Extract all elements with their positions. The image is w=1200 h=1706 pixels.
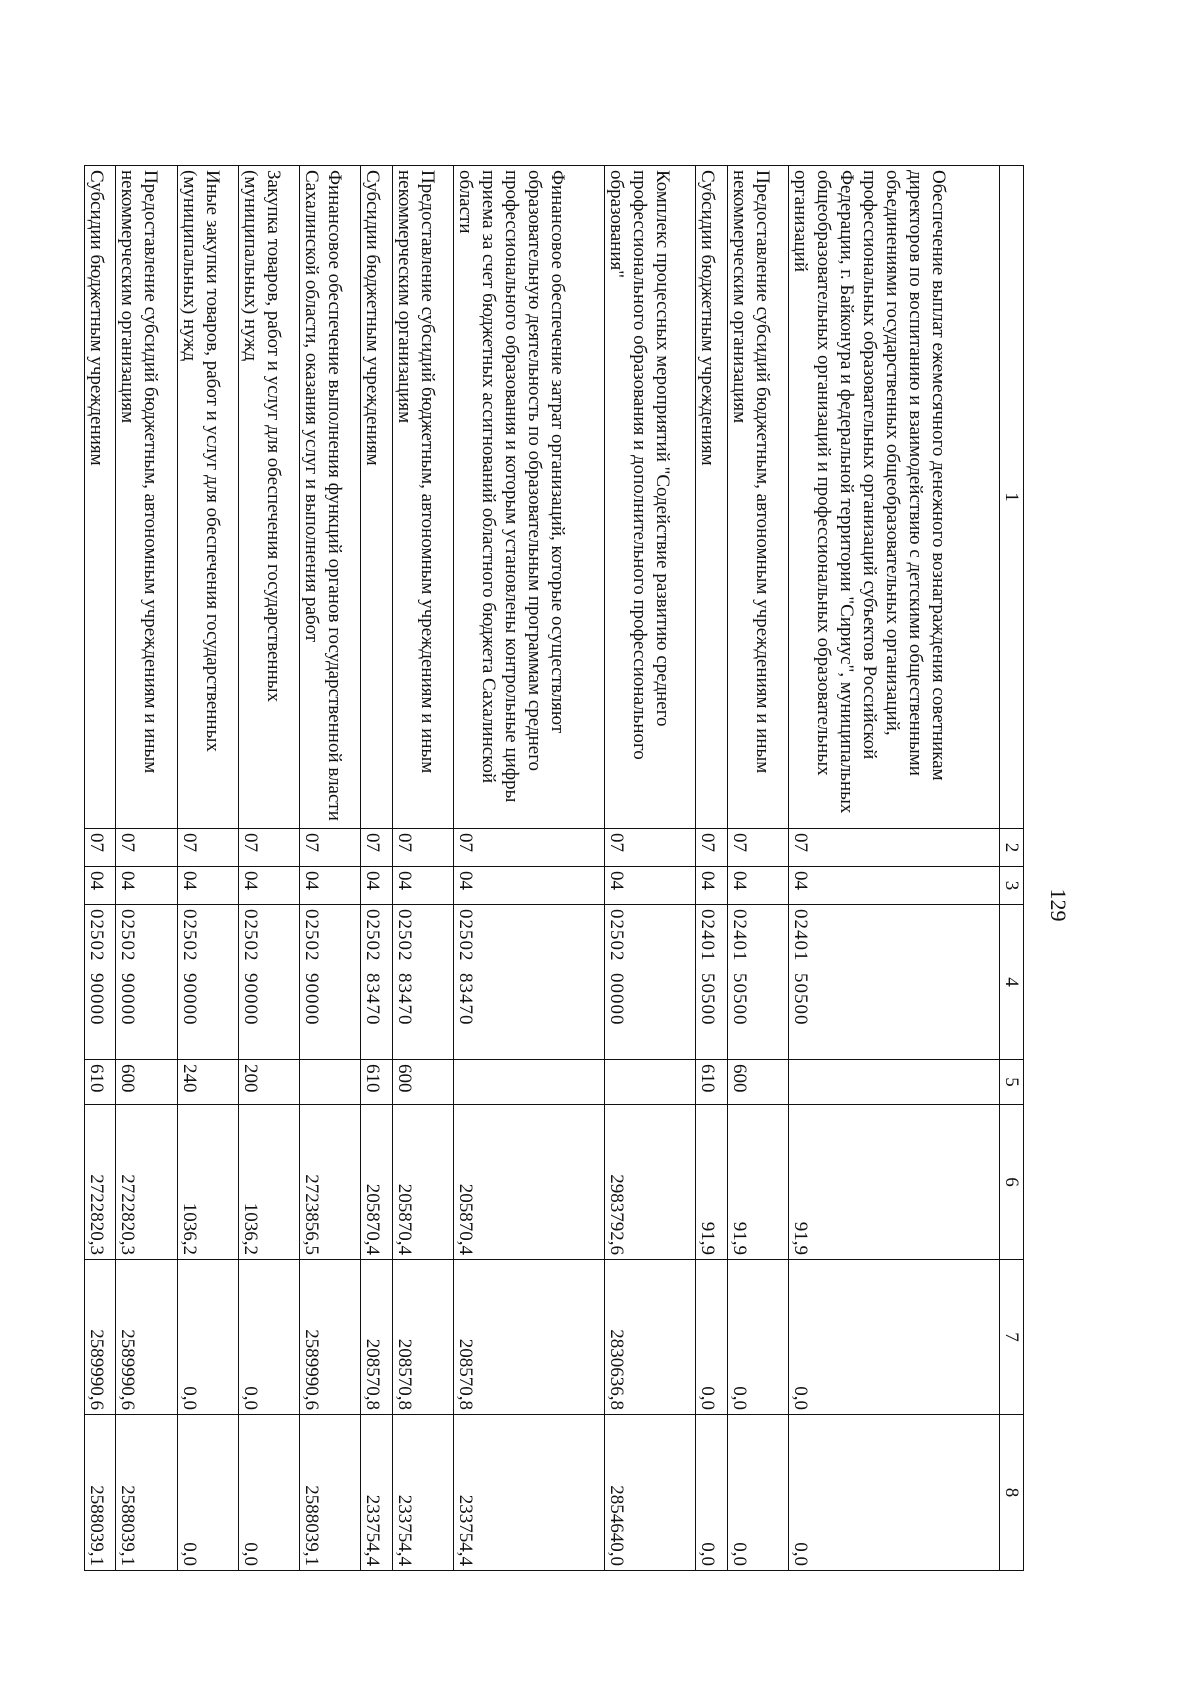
section-code-cell: 07 — [605, 829, 696, 867]
expense-type-cell — [453, 1060, 604, 1105]
amount-col8-cell: 2588039,1 — [116, 1415, 177, 1571]
amount-col6-cell: 2722820,3 — [85, 1105, 116, 1260]
table-row — [727, 166, 788, 1571]
section-code-cell: 07 — [392, 829, 453, 867]
section-code-cell: 07 — [300, 829, 361, 867]
table-body — [85, 166, 1000, 1571]
amount-col6-cell: 2722820,3 — [116, 1105, 177, 1260]
target-article-cell: 02401 50500 — [696, 905, 727, 1060]
table-row — [85, 166, 116, 1571]
section-code-cell: 07 — [696, 829, 727, 867]
expense-type-cell — [788, 1060, 999, 1105]
amount-col6-cell: 205870,4 — [392, 1105, 453, 1260]
expense-type-cell: 610 — [85, 1060, 116, 1105]
target-article-cell: 02502 90000 — [238, 905, 299, 1060]
row-name-cell: Финансовое обеспечение выполнения функций органов государственной власти Сахалинской области, оказания услуг и выполнения работ — [300, 166, 361, 829]
header-row — [1000, 166, 1024, 1571]
subsection-code-cell: 04 — [453, 867, 604, 905]
column-header: 7 — [1000, 1260, 1024, 1415]
amount-col8-cell: 2588039,1 — [85, 1415, 116, 1571]
row-name-cell: Закупка товаров, работ и услуг для обеспечения государственных (муниципальных) нужд — [238, 166, 299, 829]
expense-type-cell: 600 — [727, 1060, 788, 1105]
amount-col6-cell: 91,9 — [727, 1105, 788, 1260]
subsection-code-cell: 04 — [727, 867, 788, 905]
column-header: 8 — [1000, 1415, 1024, 1571]
amount-col7-cell: 0,0 — [727, 1260, 788, 1415]
subsection-code-cell: 04 — [177, 867, 238, 905]
page-number: 129 — [1046, 888, 1071, 922]
table-row — [177, 166, 238, 1571]
row-name-cell: Субсидии бюджетным учреждениям — [361, 166, 392, 829]
amount-col6-cell: 1036,2 — [238, 1105, 299, 1260]
row-name-cell: Предоставление субсидий бюджетным, автономным учреждениям и иным некоммерческим организациям — [392, 166, 453, 829]
amount-col6-cell: 91,9 — [788, 1105, 999, 1260]
column-header: 6 — [1000, 1105, 1024, 1260]
target-article-cell: 02401 50500 — [788, 905, 999, 1060]
amount-col6-cell: 2983792,6 — [605, 1105, 696, 1260]
target-article-cell: 02502 90000 — [300, 905, 361, 1060]
subsection-code-cell: 04 — [392, 867, 453, 905]
column-header: 5 — [1000, 1060, 1024, 1105]
table-row — [392, 166, 453, 1571]
target-article-cell: 02502 90000 — [177, 905, 238, 1060]
target-article-cell: 02502 83470 — [361, 905, 392, 1060]
expense-type-cell: 600 — [392, 1060, 453, 1105]
expense-type-cell: 240 — [177, 1060, 238, 1105]
amount-col8-cell: 0,0 — [788, 1415, 999, 1571]
amount-col7-cell: 208570,8 — [453, 1260, 604, 1415]
amount-col6-cell: 1036,2 — [177, 1105, 238, 1260]
expense-type-cell: 200 — [238, 1060, 299, 1105]
row-name-cell: Обеспечение выплат ежемесячного денежного вознаграждения советникам директоров по воспитанию и взаимодействию с детскими общественными объединениями государственных общеобразовательных организаций, профессиональных образовательных организаций субъектов Российской Федерации, г. Байконура и федеральной территории "Сириус", муниципальных общеобразовательных организаций и профессиональных образовательных организаций — [788, 166, 999, 829]
amount-col8-cell: 0,0 — [238, 1415, 299, 1571]
section-code-cell: 07 — [788, 829, 999, 867]
amount-col8-cell: 2854640,0 — [605, 1415, 696, 1571]
amount-col8-cell: 233754,4 — [361, 1415, 392, 1571]
subsection-code-cell: 04 — [605, 867, 696, 905]
amount-col7-cell: 0,0 — [788, 1260, 999, 1415]
row-name-cell: Субсидии бюджетным учреждениям — [85, 166, 116, 829]
amount-col8-cell: 2588039,1 — [300, 1415, 361, 1571]
target-article-cell: 02502 90000 — [116, 905, 177, 1060]
amount-col7-cell: 0,0 — [177, 1260, 238, 1415]
rotated-table-wrapper — [84, 165, 1024, 1570]
subsection-code-cell: 04 — [85, 867, 116, 905]
table-row — [116, 166, 177, 1571]
target-article-cell: 02502 83470 — [392, 905, 453, 1060]
column-header: 4 — [1000, 905, 1024, 1060]
amount-col6-cell: 205870,4 — [361, 1105, 392, 1260]
row-name-cell: Субсидии бюджетным учреждениям — [696, 166, 727, 829]
subsection-code-cell: 04 — [238, 867, 299, 905]
row-name-cell: Предоставление субсидий бюджетным, автономным учреждениям и иным некоммерческим организациям — [116, 166, 177, 829]
column-header: 2 — [1000, 829, 1024, 867]
amount-col7-cell: 0,0 — [696, 1260, 727, 1415]
section-code-cell: 07 — [116, 829, 177, 867]
amount-col6-cell: 205870,4 — [453, 1105, 604, 1260]
subsection-code-cell: 04 — [361, 867, 392, 905]
subsection-code-cell: 04 — [696, 867, 727, 905]
section-code-cell: 07 — [361, 829, 392, 867]
section-code-cell: 07 — [85, 829, 116, 867]
expense-type-cell: 600 — [116, 1060, 177, 1105]
section-code-cell: 07 — [238, 829, 299, 867]
amount-col7-cell: 2589990,6 — [116, 1260, 177, 1415]
table-row — [238, 166, 299, 1571]
amount-col8-cell: 0,0 — [177, 1415, 238, 1571]
section-code-cell: 07 — [727, 829, 788, 867]
target-article-cell: 02502 00000 — [605, 905, 696, 1060]
target-article-cell: 02502 83470 — [453, 905, 604, 1060]
table-row — [453, 166, 604, 1571]
table-row — [788, 166, 999, 1571]
amount-col7-cell: 2589990,6 — [300, 1260, 361, 1415]
budget-table — [84, 165, 1024, 1571]
table-row — [300, 166, 361, 1571]
table-row — [696, 166, 727, 1571]
table-header — [1000, 166, 1024, 1571]
amount-col8-cell: 233754,4 — [392, 1415, 453, 1571]
budget-table-container — [84, 165, 1024, 1570]
amount-col8-cell: 0,0 — [696, 1415, 727, 1571]
row-name-cell: Финансовое обеспечение затрат организаций, которые осуществляют образовательную деятельность по образовательным программам среднего профессионального образования и которым установлены контрольные цифры приема за счет бюджетных ассигнований областного бюджета Сахалинской области — [453, 166, 604, 829]
amount-col7-cell: 0,0 — [238, 1260, 299, 1415]
row-name-cell: Иные закупки товаров, работ и услуг для обеспечения государственных (муниципальных) нужд — [177, 166, 238, 829]
amount-col7-cell: 208570,8 — [361, 1260, 392, 1415]
amount-col6-cell: 91,9 — [696, 1105, 727, 1260]
target-article-cell: 02401 50500 — [727, 905, 788, 1060]
expense-type-cell: 610 — [361, 1060, 392, 1105]
expense-type-cell — [300, 1060, 361, 1105]
table-row — [605, 166, 696, 1571]
column-header: 3 — [1000, 867, 1024, 905]
subsection-code-cell: 04 — [116, 867, 177, 905]
amount-col8-cell: 233754,4 — [453, 1415, 604, 1571]
amount-col7-cell: 208570,8 — [392, 1260, 453, 1415]
amount-col8-cell: 0,0 — [727, 1415, 788, 1571]
row-name-cell: Предоставление субсидий бюджетным, автономным учреждениям и иным некоммерческим организациям — [727, 166, 788, 829]
amount-col7-cell: 2589990,6 — [85, 1260, 116, 1415]
amount-col6-cell: 2723856,5 — [300, 1105, 361, 1260]
section-code-cell: 07 — [453, 829, 604, 867]
subsection-code-cell: 04 — [788, 867, 999, 905]
subsection-code-cell: 04 — [300, 867, 361, 905]
column-header: 1 — [1000, 166, 1024, 829]
table-row — [361, 166, 392, 1571]
section-code-cell: 07 — [177, 829, 238, 867]
row-name-cell: Комплекс процессных мероприятий "Содействие развитию среднего профессионального образования и дополнительного профессионального образования" — [605, 166, 696, 829]
expense-type-cell — [605, 1060, 696, 1105]
amount-col7-cell: 2830636,8 — [605, 1260, 696, 1415]
expense-type-cell: 610 — [696, 1060, 727, 1105]
target-article-cell: 02502 90000 — [85, 905, 116, 1060]
